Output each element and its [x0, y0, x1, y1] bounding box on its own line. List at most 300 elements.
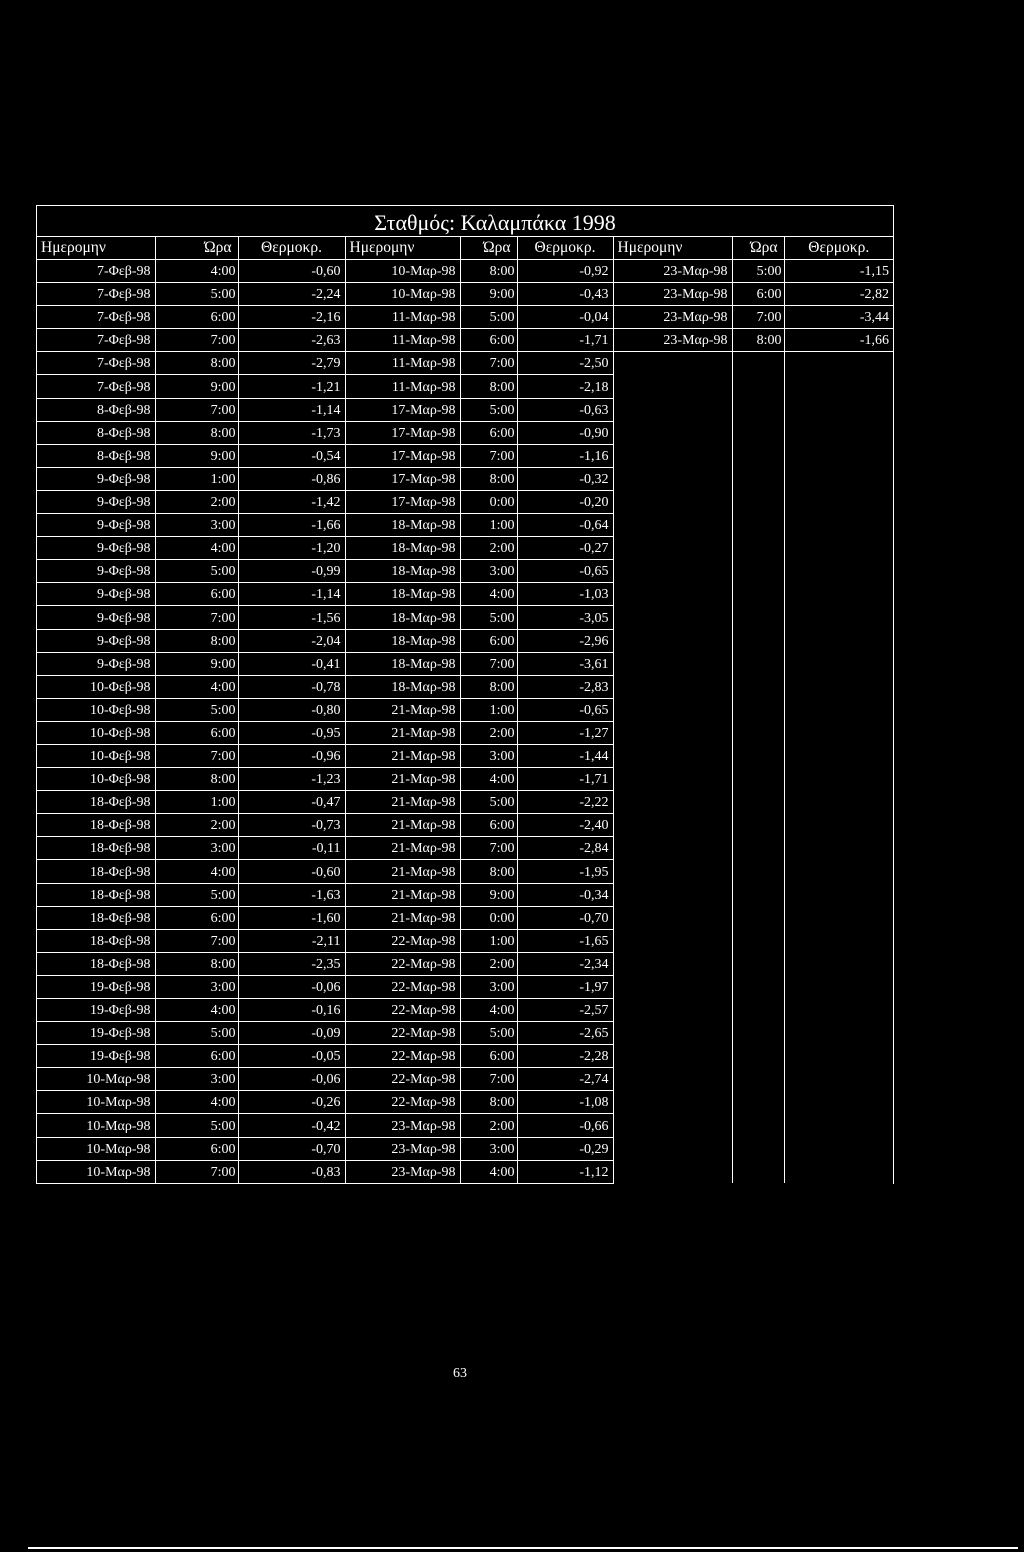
temperature-cell: -0,80	[238, 698, 345, 721]
temperature-cell: -0,60	[238, 860, 345, 883]
time-cell: 6:00	[460, 629, 517, 652]
temperature-cell	[784, 606, 893, 629]
date-cell	[613, 583, 732, 606]
time-cell: 8:00	[732, 329, 784, 352]
date-cell: 7-Φεβ-98	[37, 283, 155, 306]
time-cell: 8:00	[155, 629, 238, 652]
temperature-cell: -2,16	[238, 306, 345, 329]
time-cell: 4:00	[155, 1091, 238, 1114]
page-number: 63	[453, 1366, 467, 1381]
time-cell: 7:00	[460, 652, 517, 675]
date-cell: 18-Φεβ-98	[37, 952, 155, 975]
temperature-cell	[784, 906, 893, 929]
time-cell: 6:00	[155, 1045, 238, 1068]
time-cell: 5:00	[460, 1022, 517, 1045]
date-cell: 22-Μαρ-98	[345, 999, 460, 1022]
time-cell: 8:00	[460, 675, 517, 698]
temperature-cell: -1,20	[238, 537, 345, 560]
time-cell: 7:00	[460, 444, 517, 467]
time-cell	[732, 814, 784, 837]
time-cell: 0:00	[460, 906, 517, 929]
temperature-cell: -0,47	[238, 791, 345, 814]
date-cell	[613, 352, 732, 375]
temperature-cell: -0,32	[517, 467, 613, 490]
table-row	[37, 698, 893, 721]
time-cell: 3:00	[155, 514, 238, 537]
time-cell: 1:00	[155, 467, 238, 490]
time-cell	[732, 514, 784, 537]
date-cell	[613, 467, 732, 490]
temperature-cell: -0,99	[238, 560, 345, 583]
column-header-time: Ώρα	[155, 237, 238, 260]
time-cell: 3:00	[460, 975, 517, 998]
date-cell: 10-Μαρ-98	[345, 283, 460, 306]
table-row	[37, 398, 893, 421]
date-cell: 11-Μαρ-98	[345, 352, 460, 375]
date-cell	[613, 1160, 732, 1183]
temperature-cell: -1,44	[517, 744, 613, 767]
time-cell	[732, 952, 784, 975]
table-row	[37, 744, 893, 767]
time-cell: 6:00	[155, 583, 238, 606]
time-cell: 8:00	[155, 421, 238, 444]
time-cell	[732, 929, 784, 952]
date-cell: 9-Φεβ-98	[37, 490, 155, 513]
date-cell: 17-Μαρ-98	[345, 467, 460, 490]
date-cell: 10-Φεβ-98	[37, 744, 155, 767]
time-cell: 5:00	[155, 1114, 238, 1137]
table-row	[37, 444, 893, 467]
date-cell	[613, 698, 732, 721]
temperature-cell: -2,65	[517, 1022, 613, 1045]
temperature-cell	[784, 1091, 893, 1114]
column-header-time: Ώρα	[732, 237, 784, 260]
temperature-cell: -2,96	[517, 629, 613, 652]
temperature-cell	[784, 1068, 893, 1091]
temperature-cell: -2,28	[517, 1045, 613, 1068]
date-cell: 11-Μαρ-98	[345, 306, 460, 329]
date-cell: 10-Μαρ-98	[345, 260, 460, 283]
date-cell: 23-Μαρ-98	[613, 329, 732, 352]
time-cell: 4:00	[155, 860, 238, 883]
time-cell: 5:00	[460, 606, 517, 629]
date-cell: 18-Μαρ-98	[345, 537, 460, 560]
temperature-cell	[784, 837, 893, 860]
date-cell: 10-Μαρ-98	[37, 1160, 155, 1183]
temperature-cell: -1,14	[238, 583, 345, 606]
temperature-cell: -2,11	[238, 929, 345, 952]
date-cell: 10-Μαρ-98	[37, 1114, 155, 1137]
table-row	[37, 860, 893, 883]
table-row	[37, 283, 893, 306]
temperature-cell: -1,21	[238, 375, 345, 398]
date-cell: 9-Φεβ-98	[37, 514, 155, 537]
temperature-cell	[784, 721, 893, 744]
date-cell: 18-Φεβ-98	[37, 929, 155, 952]
time-cell	[732, 398, 784, 421]
time-cell: 4:00	[155, 260, 238, 283]
date-cell: 17-Μαρ-98	[345, 490, 460, 513]
date-cell: 23-Μαρ-98	[613, 260, 732, 283]
date-cell	[613, 721, 732, 744]
time-cell: 6:00	[155, 1137, 238, 1160]
date-cell	[613, 514, 732, 537]
temperature-cell: -0,92	[517, 260, 613, 283]
temperature-cell	[784, 744, 893, 767]
temperature-cell: -1,66	[784, 329, 893, 352]
time-cell: 7:00	[460, 1068, 517, 1091]
temperature-cell: -0,65	[517, 560, 613, 583]
temperature-cell	[784, 768, 893, 791]
time-cell: 8:00	[155, 952, 238, 975]
time-cell	[732, 1114, 784, 1137]
temperature-cell	[784, 467, 893, 490]
temperature-cell: -0,16	[238, 999, 345, 1022]
temperature-cell: -0,73	[238, 814, 345, 837]
time-cell	[732, 837, 784, 860]
time-cell: 2:00	[460, 721, 517, 744]
temperature-cell: -0,66	[517, 1114, 613, 1137]
date-cell: 10-Φεβ-98	[37, 698, 155, 721]
temperature-cell: -3,44	[784, 306, 893, 329]
time-cell	[732, 721, 784, 744]
time-cell	[732, 583, 784, 606]
temperature-cell: -1,03	[517, 583, 613, 606]
temperature-cell: -0,27	[517, 537, 613, 560]
time-cell: 3:00	[155, 837, 238, 860]
date-cell: 10-Φεβ-98	[37, 768, 155, 791]
time-cell: 5:00	[155, 560, 238, 583]
time-cell	[732, 1068, 784, 1091]
table-row	[37, 929, 893, 952]
table-row	[37, 260, 893, 283]
table-row	[37, 883, 893, 906]
date-cell: 9-Φεβ-98	[37, 652, 155, 675]
table-row	[37, 675, 893, 698]
temperature-cell	[784, 999, 893, 1022]
date-cell: 21-Μαρ-98	[345, 768, 460, 791]
date-cell	[613, 421, 732, 444]
time-cell	[732, 975, 784, 998]
temperature-cell	[784, 398, 893, 421]
date-cell: 23-Μαρ-98	[613, 306, 732, 329]
time-cell: 8:00	[155, 768, 238, 791]
temperature-cell	[784, 1045, 893, 1068]
time-cell: 2:00	[155, 814, 238, 837]
date-cell	[613, 929, 732, 952]
temperature-cell	[784, 698, 893, 721]
time-cell: 3:00	[155, 1068, 238, 1091]
date-cell: 21-Μαρ-98	[345, 791, 460, 814]
date-cell	[613, 1091, 732, 1114]
time-cell	[732, 629, 784, 652]
table-row	[37, 560, 893, 583]
date-cell	[613, 906, 732, 929]
date-cell	[613, 444, 732, 467]
temperature-cell: -0,83	[238, 1160, 345, 1183]
temperature-cell: -0,06	[238, 1068, 345, 1091]
temperature-cell: -2,79	[238, 352, 345, 375]
date-cell: 10-Μαρ-98	[37, 1091, 155, 1114]
date-cell: 22-Μαρ-98	[345, 1022, 460, 1045]
time-cell	[732, 421, 784, 444]
table-row	[37, 606, 893, 629]
time-cell: 5:00	[155, 698, 238, 721]
column-header-time: Ώρα	[460, 237, 517, 260]
time-cell: 7:00	[155, 744, 238, 767]
temperature-cell: -2,50	[517, 352, 613, 375]
date-cell: 7-Φεβ-98	[37, 306, 155, 329]
time-cell: 7:00	[460, 352, 517, 375]
temperature-cell	[784, 537, 893, 560]
date-cell	[613, 814, 732, 837]
temperature-cell: -0,70	[517, 906, 613, 929]
table-row	[37, 791, 893, 814]
date-cell: 22-Μαρ-98	[345, 929, 460, 952]
temperature-cell	[784, 514, 893, 537]
date-cell: 21-Μαρ-98	[345, 837, 460, 860]
column-header-date: Ημερομην	[345, 237, 460, 260]
time-cell: 6:00	[155, 721, 238, 744]
temperature-cell: -1,42	[238, 490, 345, 513]
time-cell	[732, 560, 784, 583]
date-cell: 10-Φεβ-98	[37, 721, 155, 744]
temperature-cell: -0,05	[238, 1045, 345, 1068]
date-cell	[613, 1068, 732, 1091]
time-cell: 6:00	[460, 1045, 517, 1068]
temperature-cell: -0,09	[238, 1022, 345, 1045]
time-cell	[732, 1091, 784, 1114]
table-row	[37, 1068, 893, 1091]
date-cell: 10-Μαρ-98	[37, 1068, 155, 1091]
table-row	[37, 583, 893, 606]
temperature-table	[37, 236, 893, 1184]
date-cell	[613, 791, 732, 814]
temperature-cell: -1,08	[517, 1091, 613, 1114]
temperature-cell: -0,20	[517, 490, 613, 513]
time-cell: 3:00	[460, 744, 517, 767]
temperature-cell	[784, 952, 893, 975]
temperature-cell: -1,63	[238, 883, 345, 906]
table-row	[37, 421, 893, 444]
temperature-cell: -1,15	[784, 260, 893, 283]
table-row	[37, 1114, 893, 1137]
date-cell: 21-Μαρ-98	[345, 883, 460, 906]
date-cell: 18-Μαρ-98	[345, 675, 460, 698]
temperature-cell	[784, 375, 893, 398]
column-header-date: Ημερομην	[613, 237, 732, 260]
time-cell: 1:00	[460, 698, 517, 721]
temperature-cell: -0,60	[238, 260, 345, 283]
time-cell: 9:00	[155, 652, 238, 675]
temperature-cell: -0,43	[517, 283, 613, 306]
temperature-cell: -2,40	[517, 814, 613, 837]
temperature-cell: -2,63	[238, 329, 345, 352]
station-data-sheet	[36, 205, 894, 1184]
date-cell	[613, 1022, 732, 1045]
time-cell: 3:00	[155, 975, 238, 998]
date-cell: 18-Φεβ-98	[37, 883, 155, 906]
temperature-cell: -2,35	[238, 952, 345, 975]
date-cell: 23-Μαρ-98	[613, 283, 732, 306]
temperature-cell: -1,71	[517, 768, 613, 791]
temperature-cell: -0,86	[238, 467, 345, 490]
temperature-cell: -2,84	[517, 837, 613, 860]
date-cell	[613, 375, 732, 398]
date-cell: 21-Μαρ-98	[345, 814, 460, 837]
temperature-cell	[784, 860, 893, 883]
date-cell: 23-Μαρ-98	[345, 1114, 460, 1137]
date-cell	[613, 537, 732, 560]
time-cell: 6:00	[460, 329, 517, 352]
date-cell	[613, 560, 732, 583]
column-header-date: Ημερομην	[37, 237, 155, 260]
date-cell: 8-Φεβ-98	[37, 421, 155, 444]
time-cell: 5:00	[460, 791, 517, 814]
sheet-title: Σταθμός: Καλαμπάκα 1998	[374, 210, 616, 235]
time-cell: 2:00	[460, 537, 517, 560]
date-cell: 21-Μαρ-98	[345, 721, 460, 744]
time-cell	[732, 675, 784, 698]
temperature-cell: -2,83	[517, 675, 613, 698]
table-row	[37, 721, 893, 744]
table-header-row	[37, 237, 893, 260]
date-cell: 21-Μαρ-98	[345, 860, 460, 883]
date-cell: 22-Μαρ-98	[345, 952, 460, 975]
table-row	[37, 906, 893, 929]
time-cell	[732, 1045, 784, 1068]
table-row	[37, 352, 893, 375]
date-cell: 11-Μαρ-98	[345, 375, 460, 398]
date-cell: 9-Φεβ-98	[37, 583, 155, 606]
time-cell	[732, 1137, 784, 1160]
column-header-temperature: Θερμοκρ.	[238, 237, 345, 260]
temperature-cell: -2,74	[517, 1068, 613, 1091]
date-cell: 10-Μαρ-98	[37, 1137, 155, 1160]
temperature-cell: -0,41	[238, 652, 345, 675]
time-cell	[732, 1022, 784, 1045]
date-cell: 23-Μαρ-98	[345, 1137, 460, 1160]
date-cell	[613, 768, 732, 791]
time-cell	[732, 606, 784, 629]
date-cell: 18-Φεβ-98	[37, 906, 155, 929]
table-row	[37, 1022, 893, 1045]
time-cell	[732, 1160, 784, 1183]
temperature-cell: -1,95	[517, 860, 613, 883]
date-cell: 17-Μαρ-98	[345, 398, 460, 421]
date-cell: 7-Φεβ-98	[37, 329, 155, 352]
time-cell	[732, 652, 784, 675]
date-cell: 21-Μαρ-98	[345, 906, 460, 929]
temperature-cell: -1,65	[517, 929, 613, 952]
time-cell	[732, 698, 784, 721]
time-cell: 7:00	[155, 929, 238, 952]
time-cell: 9:00	[460, 283, 517, 306]
temperature-cell	[784, 490, 893, 513]
time-cell	[732, 490, 784, 513]
time-cell	[732, 791, 784, 814]
date-cell	[613, 952, 732, 975]
date-cell	[613, 606, 732, 629]
table-row	[37, 999, 893, 1022]
temperature-cell	[784, 421, 893, 444]
temperature-cell: -0,11	[238, 837, 345, 860]
time-cell	[732, 537, 784, 560]
date-cell: 21-Μαρ-98	[345, 744, 460, 767]
table-row	[37, 467, 893, 490]
table-row	[37, 537, 893, 560]
temperature-cell: -1,14	[238, 398, 345, 421]
table-row	[37, 514, 893, 537]
date-cell: 10-Φεβ-98	[37, 675, 155, 698]
date-cell	[613, 675, 732, 698]
temperature-cell: -0,42	[238, 1114, 345, 1137]
time-cell: 8:00	[460, 260, 517, 283]
time-cell: 9:00	[460, 883, 517, 906]
time-cell	[732, 906, 784, 929]
date-cell: 19-Φεβ-98	[37, 975, 155, 998]
date-cell	[613, 490, 732, 513]
time-cell: 5:00	[732, 260, 784, 283]
time-cell: 1:00	[460, 929, 517, 952]
temperature-cell: -0,26	[238, 1091, 345, 1114]
temperature-cell: -1,66	[238, 514, 345, 537]
time-cell: 2:00	[460, 952, 517, 975]
time-cell	[732, 860, 784, 883]
time-cell: 7:00	[155, 329, 238, 352]
temperature-cell: -0,64	[517, 514, 613, 537]
time-cell: 5:00	[155, 283, 238, 306]
date-cell	[613, 1137, 732, 1160]
table-row	[37, 1091, 893, 1114]
temperature-cell: -1,27	[517, 721, 613, 744]
date-cell: 18-Μαρ-98	[345, 606, 460, 629]
date-cell: 18-Μαρ-98	[345, 560, 460, 583]
temperature-cell	[784, 791, 893, 814]
time-cell: 8:00	[460, 467, 517, 490]
temperature-cell: -0,90	[517, 421, 613, 444]
table-row	[37, 329, 893, 352]
date-cell	[613, 744, 732, 767]
date-cell	[613, 860, 732, 883]
date-cell: 7-Φεβ-98	[37, 375, 155, 398]
temperature-cell	[784, 975, 893, 998]
temperature-cell	[784, 675, 893, 698]
temperature-cell: -0,34	[517, 883, 613, 906]
temperature-cell: -1,23	[238, 768, 345, 791]
time-cell: 4:00	[460, 768, 517, 791]
date-cell	[613, 652, 732, 675]
temperature-cell: -2,34	[517, 952, 613, 975]
column-header-temperature: Θερμοκρ.	[784, 237, 893, 260]
table-row	[37, 814, 893, 837]
temperature-cell	[784, 629, 893, 652]
date-cell: 9-Φεβ-98	[37, 537, 155, 560]
time-cell: 8:00	[460, 375, 517, 398]
temperature-cell: -0,04	[517, 306, 613, 329]
time-cell: 8:00	[155, 352, 238, 375]
table-row	[37, 375, 893, 398]
date-cell: 19-Φεβ-98	[37, 1022, 155, 1045]
temperature-cell: -0,96	[238, 744, 345, 767]
temperature-cell: -1,56	[238, 606, 345, 629]
time-cell: 5:00	[460, 306, 517, 329]
table-row	[37, 1045, 893, 1068]
date-cell: 22-Μαρ-98	[345, 1068, 460, 1091]
date-cell: 18-Μαρ-98	[345, 514, 460, 537]
bottom-divider	[28, 1547, 1018, 1549]
date-cell: 19-Φεβ-98	[37, 999, 155, 1022]
